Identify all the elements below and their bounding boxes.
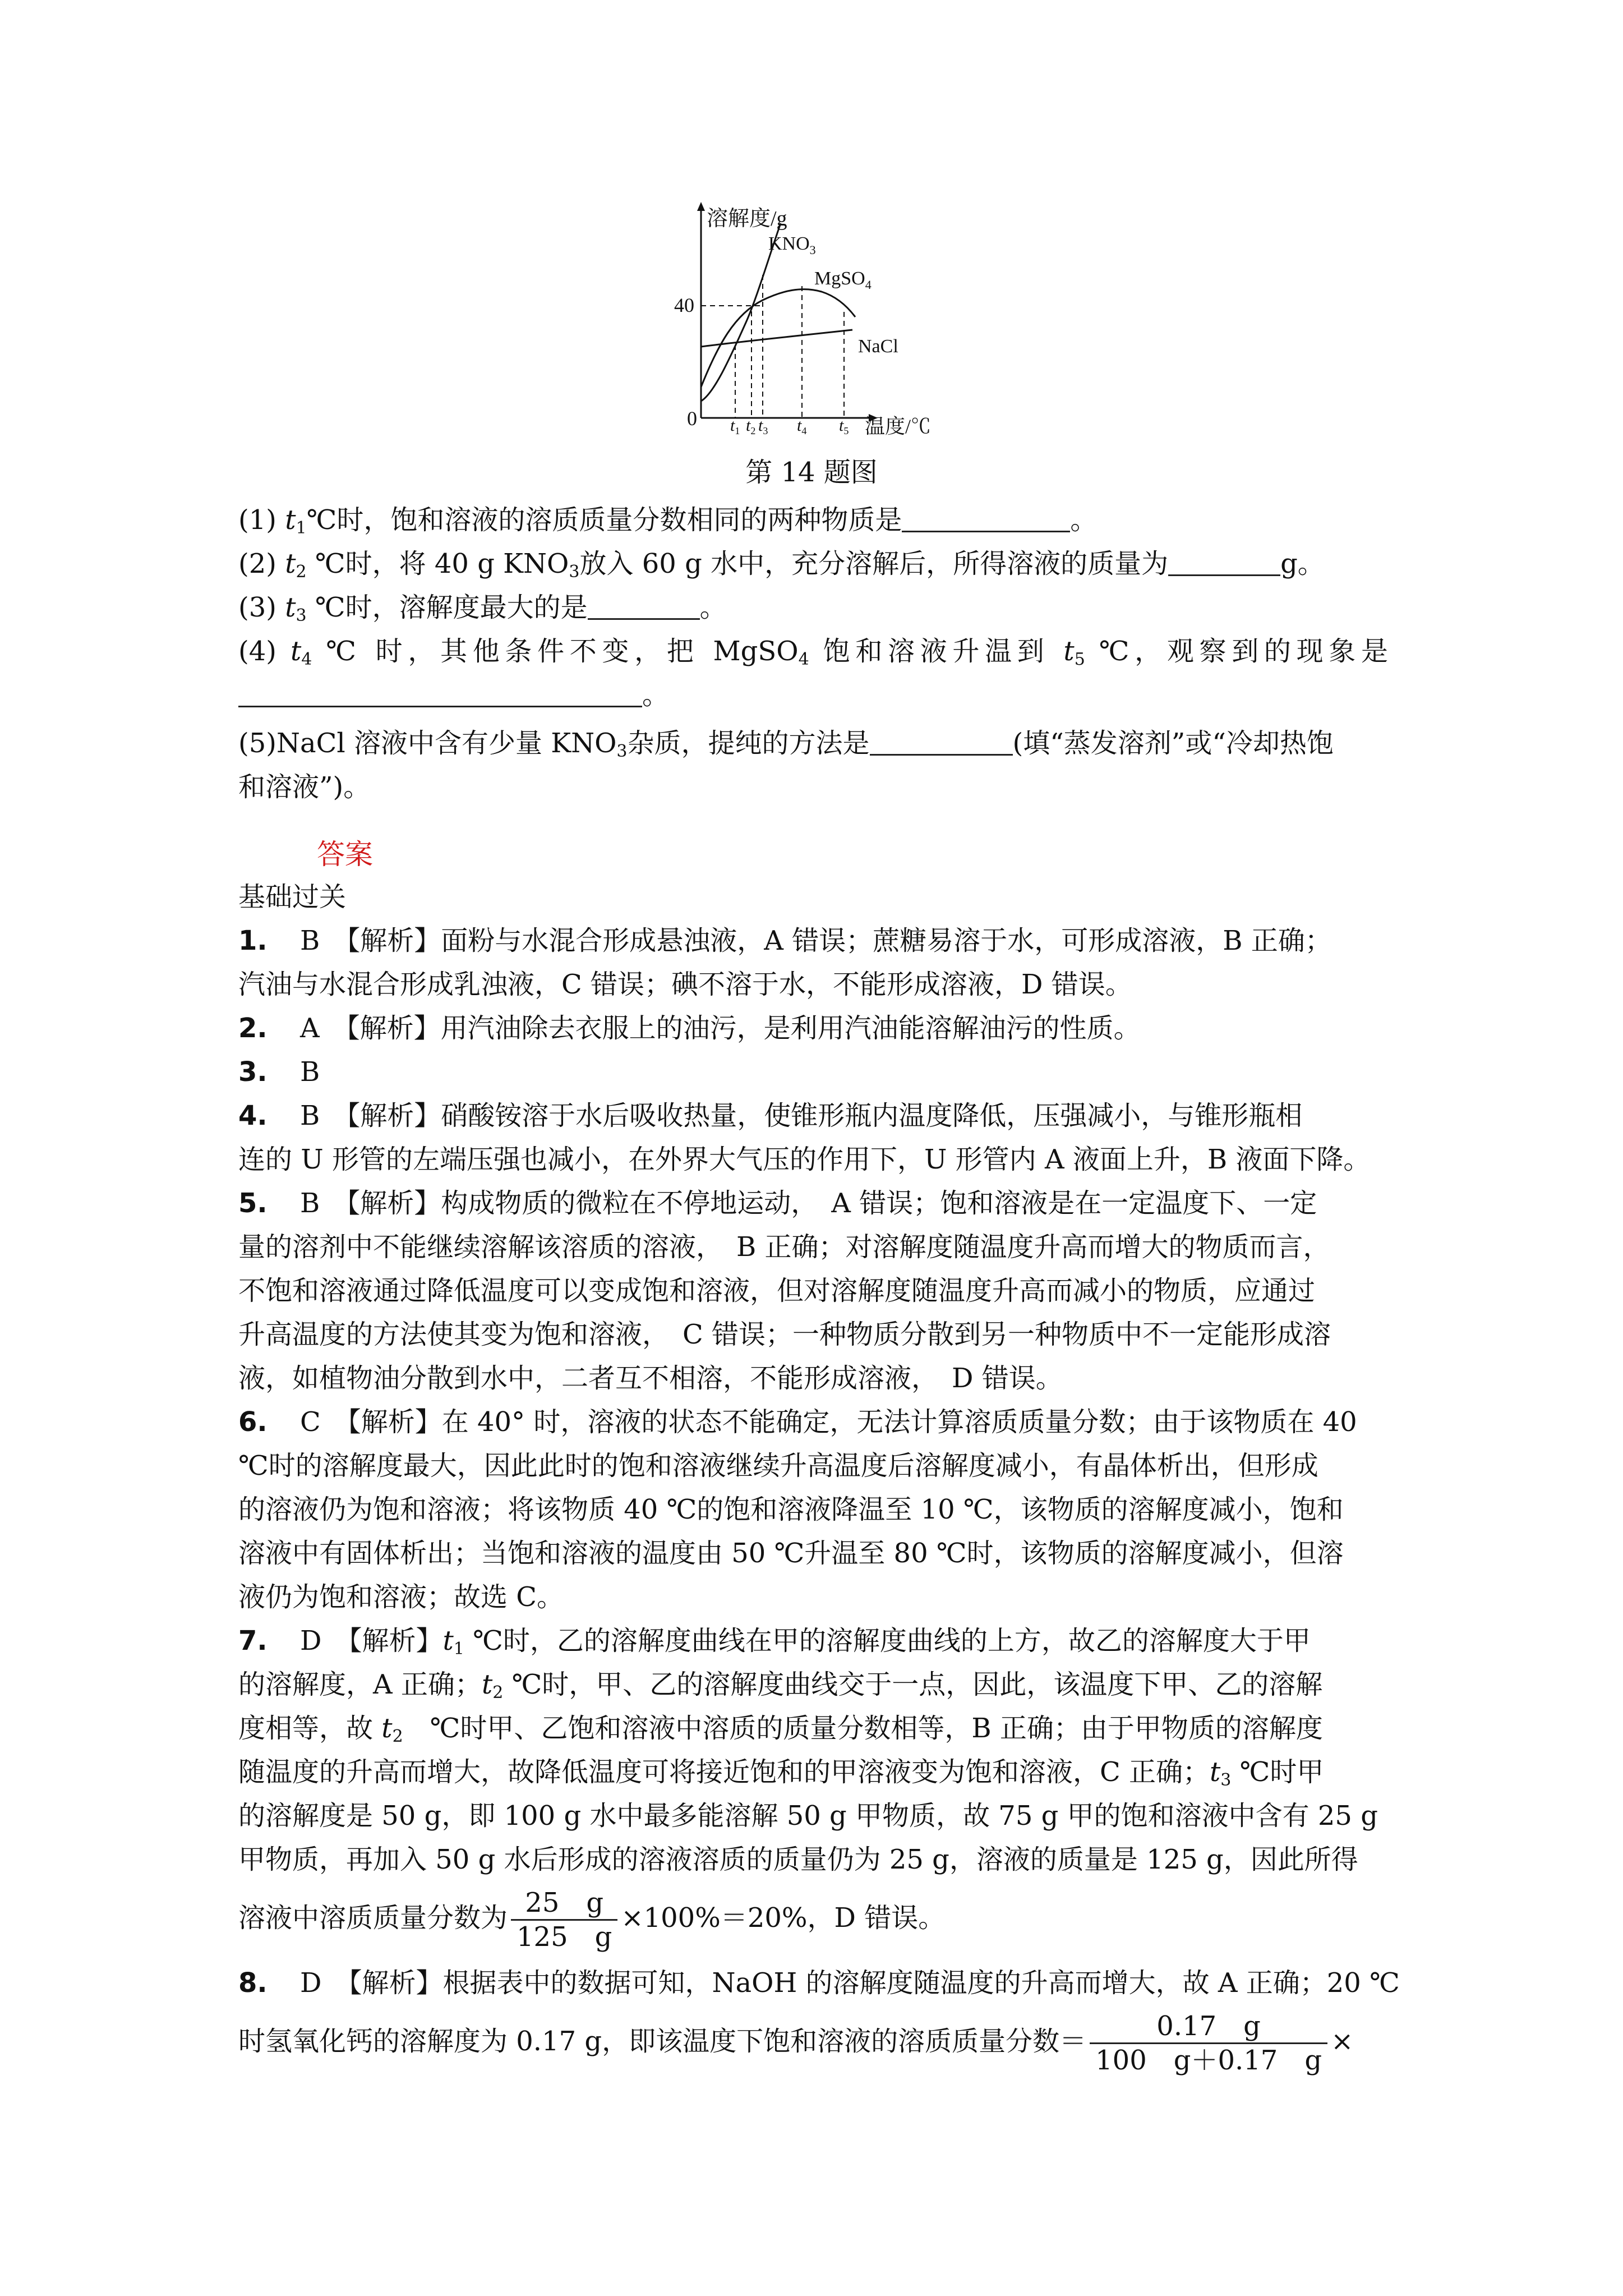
answer-blank-3 <box>588 591 700 620</box>
question-5-cont: 和溶液”)。 <box>238 771 371 803</box>
question-2: (2) $t_2$ ℃时，将 40 g $KNO_3$放入 60 g 水中，充分溶解后，所得溶液的质量为 g。 <box>238 548 1325 582</box>
answer-7-cont: 甲物质，再加入 50 g 水后形成的溶液溶质的质量仍为 25 g，溶液的质量是 125 g，因此所得 <box>238 1844 1358 1875</box>
fraction: $\frac{25 g}{125 g}$ <box>511 1887 617 1953</box>
answer-8: 8. D 【解析】根据表中的数据可知，NaOH 的溶解度随温度的升高而增大，故 A 正确；20 ℃ <box>238 1967 1400 1999</box>
answer-5-cont: 量的溶剂中不能继续溶解该溶质的溶液， B 正确；对溶解度随温度升高而增大的物质而言， <box>238 1231 1330 1263</box>
answer-4-cont: 连的 U 形管的左端压强也减小，在外界大气压的作用下，U 形管内 A 液面上升，B 液面下降。 <box>238 1144 1371 1175</box>
answer-1: 1. B 【解析】面粉与水混合形成悬浊液，A 错误；蔗糖易溶于水，可形成溶液，B 正确； <box>238 925 1332 956</box>
y-tick-40: 40 <box>674 294 694 316</box>
answer-list <box>238 919 1416 2078</box>
x-tick-t3: $t_3$ <box>758 416 768 436</box>
answer-7-formula: 溶液中溶质质量分数为 $\frac{25 g}{125 g}$ ×100%＝20%，D 错误。 <box>238 1887 946 1953</box>
answer-6: 6. C 【解析】在 40° 时，溶液的状态不能确定，无法计算溶质质量分数；由于该物质在 40 <box>238 1406 1357 1438</box>
x-tick-t4: $t_4$ <box>797 416 807 436</box>
answer-title: 答案 <box>317 838 373 871</box>
nacl-label: NaCl <box>858 336 898 357</box>
answer-4: 4. B 【解析】硝酸铵溶于水后吸收热量，使锥形瓶内温度降低，压强减小，与锥形瓶相 <box>238 1100 1303 1131</box>
answer-7-cont: 的溶解度，A 正确；$t_2$ ℃时，甲、乙的溶解度曲线交于一点，因此，该温度下甲、乙的溶解 <box>238 1669 1323 1703</box>
kno3-label: $KNO_3$ <box>768 233 816 257</box>
answer-7-cont: 度相等，故 $t_2$ ℃时甲、乙饱和溶液中溶质的质量分数相等，B 正确；由于甲物质的溶解度 <box>238 1713 1323 1746</box>
x-axis-label: 温度/℃ <box>865 415 932 438</box>
answer-6-cont: 溶液中有固体析出；当饱和溶液的温度由 50 ℃升温至 80 ℃时，该物质的溶解度减小，但溶 <box>238 1538 1344 1569</box>
answer-7-cont: 随温度的升高而增大，故降低温度可将接近饱和的甲溶液变为饱和溶液，C 正确；$t_3$ ℃时甲 <box>238 1756 1324 1790</box>
x-tick-t1: $t_1$ <box>730 416 740 436</box>
answer-5-cont: 升高温度的方法使其变为饱和溶液， C 错误；一种物质分散到另一种物质中不一定能形成溶 <box>238 1319 1331 1350</box>
mgso4-label: MgSO$_4$ <box>814 268 872 292</box>
answer-blank-1 <box>902 504 1070 532</box>
question-5: (5)NaCl 溶液中含有少量 $KNO_3$杂质，提纯的方法是 (填“蒸发溶剂”或“冷却热饱 <box>238 728 1334 761</box>
section-title: 基础过关 <box>238 881 347 913</box>
solubility-figure <box>674 202 976 438</box>
x-tick-t5: $t_5$ <box>839 416 849 436</box>
answer-6-cont: 液仍为饱和溶液；故选 C。 <box>238 1581 564 1613</box>
y-axis-label: 溶解度/g <box>707 207 787 231</box>
answer-6-cont: 的溶液仍为饱和溶液；将该物质 40 ℃的饱和溶液降温至 10 ℃，该物质的溶解度减小，饱和 <box>238 1494 1344 1525</box>
question-list <box>238 498 1416 809</box>
figure-caption: 第 14 题图 <box>745 457 878 488</box>
question-3: (3) $t_3$ ℃时，溶解度最大的是 。 <box>238 592 727 625</box>
fraction: $\frac{0.17 g}{100 g+0.17 g}$ <box>1090 2010 1327 2077</box>
solubility-chart <box>674 202 976 438</box>
answer-blank-4 <box>238 679 642 707</box>
answer-2: 2. A 【解析】用汽油除去衣服上的油污，是利用汽油能溶解油污的性质。 <box>238 1013 1141 1044</box>
answer-6-cont: ℃时的溶解度最大，因此此时的饱和溶液继续升高温度后溶解度减小，有晶体析出，但形成 <box>238 1450 1318 1481</box>
origin-label: 0 <box>687 407 697 430</box>
question-4-blank-line: 。 <box>238 673 1416 717</box>
question-4: (4) $t_4$ ℃ 时，其他条件不变，把 MgSO$_4$ 饱和溶液升温到 $t_5$ ℃，观察到的现象是 <box>238 636 1388 669</box>
answer-1-cont: 汽油与水混合形成乳浊液，C 错误；碘不溶于水，不能形成溶液，D 错误。 <box>238 969 1132 1000</box>
answer-7: 7. D 【解析】$t_1$ ℃时，乙的溶解度曲线在甲的溶解度曲线的上方，故乙的溶解度大于甲 <box>238 1625 1311 1659</box>
answer-8-formula: 时氢氧化钙的溶解度为 0.17 g，即该温度下饱和溶液的溶质质量分数＝ $\frac{0.17 g}{100 g+0.17 g}$ × <box>238 2010 1354 2076</box>
answer-5-cont: 不饱和溶液通过降低温度可以变成饱和溶液，但对溶解度随温度升高而减小的物质，应通过 <box>238 1275 1316 1306</box>
x-tick-t2: $t_2$ <box>746 416 756 436</box>
answer-5-cont: 液，如植物油分散到水中，二者互不相溶，不能形成溶液， D 错误。 <box>238 1363 1063 1394</box>
answer-3: 3. B <box>238 1056 320 1088</box>
y-axis-arrow <box>697 202 705 211</box>
answer-blank-2 <box>1168 547 1280 576</box>
answer-blank-5 <box>870 727 1013 756</box>
question-1: (1) $t_1℃$时，饱和溶液的溶质质量分数相同的两种物质是 。 <box>238 504 1098 538</box>
answer-5: 5. B 【解析】构成物质的微粒在不停地运动， A 错误；饱和溶液是在一定温度下、一定 <box>238 1188 1317 1219</box>
answer-7-cont: 的溶解度是 50 g，即 100 g 水中最多能溶解 50 g 甲物质，故 75 g 甲的饱和溶液中含有 25 g <box>238 1800 1378 1832</box>
